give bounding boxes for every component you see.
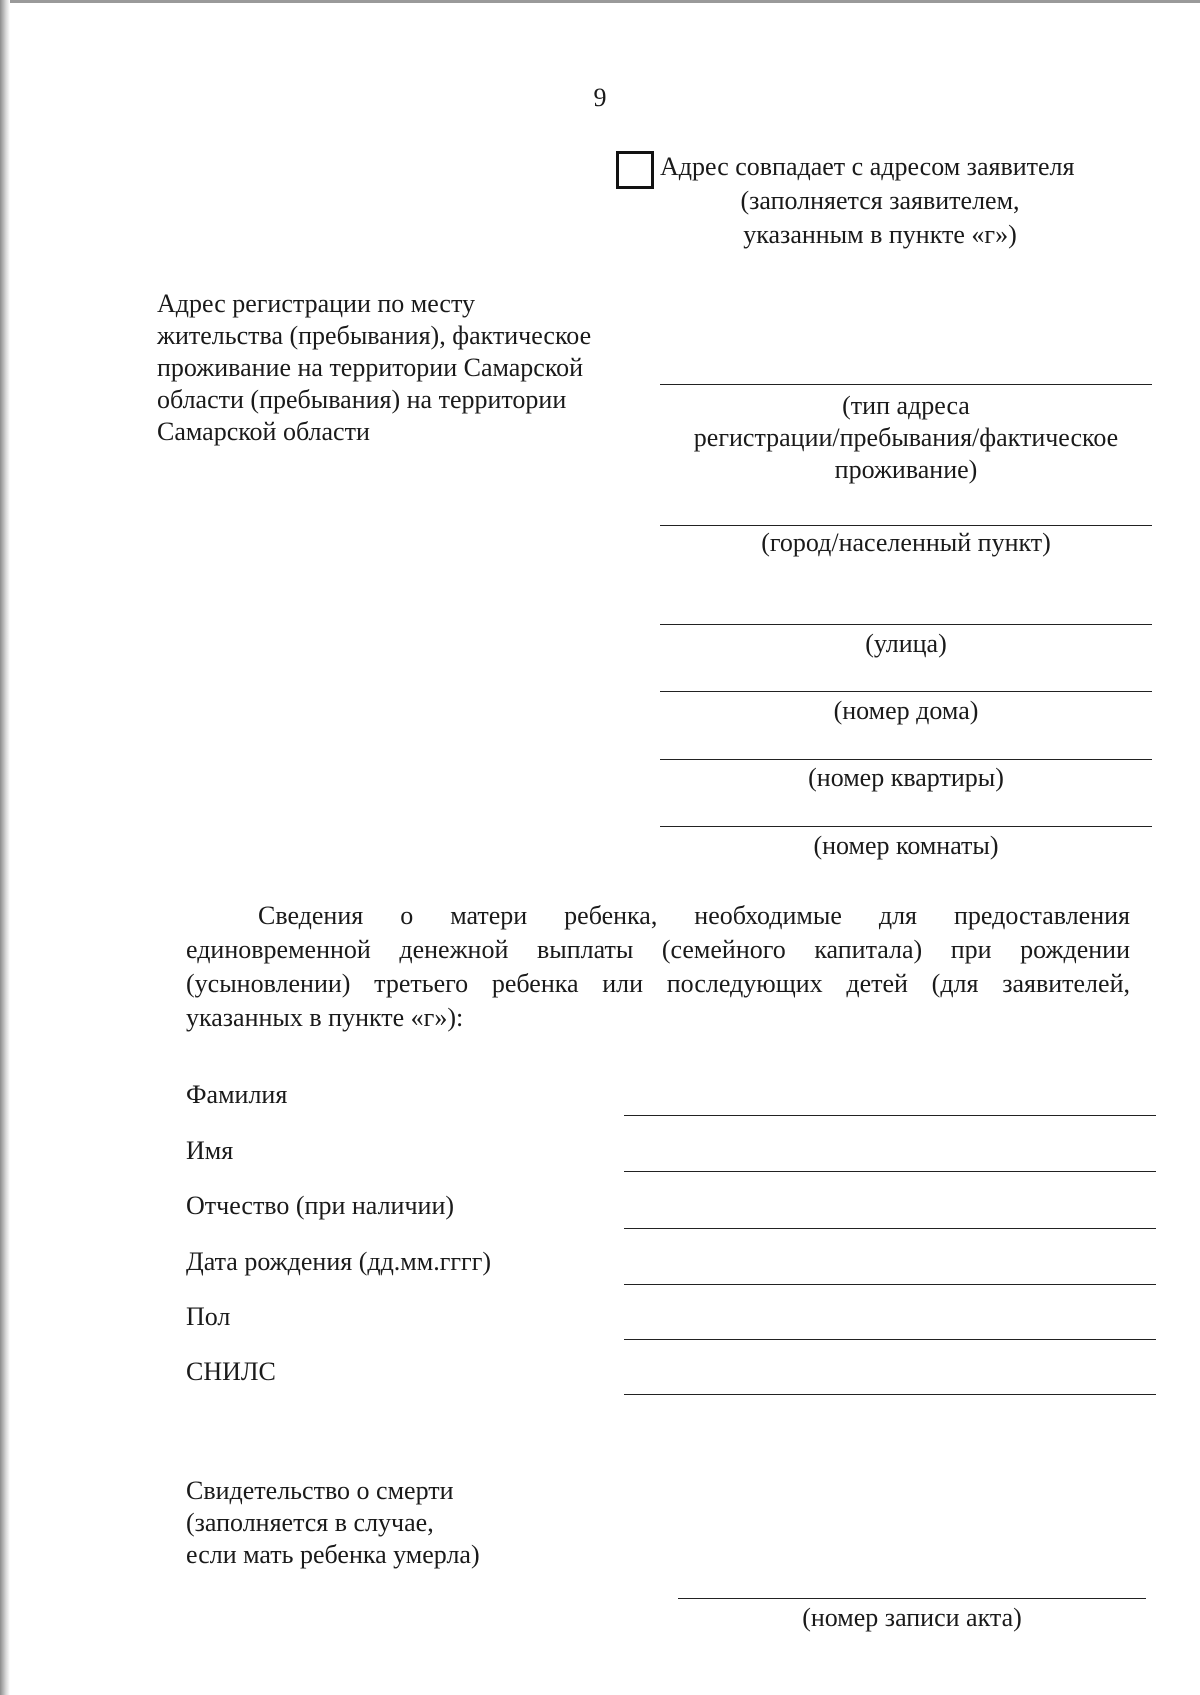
surname-label: Фамилия [186,1080,288,1109]
address-label [157,288,637,448]
address-label-line: Самарской области [157,417,370,446]
room-number-caption: (номер комнаты) [813,831,999,860]
record-number-field[interactable] [678,1598,1146,1599]
record-number-caption: (номер записи акта) [802,1603,1022,1632]
apartment-number-field[interactable] [660,759,1152,760]
mother-info-paragraph: Сведения о матери ребенка, необходимые для предоставления единовременной денежной выплаты (семейного капитала) при рождении (усыновлении) третьего ребенка или последующих детей (для заявителей, указанных в пункте «г»): [186,901,1130,1032]
same-address-note-1: (заполняется заявителем, [740,186,1020,215]
address-type-caption [660,390,1152,486]
house-number-caption: (номер дома) [833,696,979,725]
first-name-label: Имя [186,1136,234,1165]
same-address-label: Адрес совпадает с адресом заявителя [660,152,1075,181]
caption-line: (тип адреса [842,391,970,420]
gender-field[interactable] [624,1339,1156,1340]
street-caption: (улица) [865,629,947,658]
address-label-line: Адрес регистрации по месту [157,289,475,318]
apartment-number-caption: (номер квартиры) [808,763,1004,792]
snils-field[interactable] [624,1394,1156,1395]
caption-line: регистрации/пребывания/фактическое [693,423,1119,452]
room-number-field[interactable] [660,826,1152,827]
address-label-line: области (пребывания) на территории [157,385,567,414]
death-certificate-label-line: если мать ребенка умерла) [186,1540,480,1569]
death-certificate-label-line: (заполняется в случае, [186,1508,434,1537]
scan-edge-left [0,0,10,1695]
birth-date-field[interactable] [624,1284,1156,1285]
house-number-field[interactable] [660,691,1152,692]
address-type-field[interactable] [660,384,1152,385]
city-caption: (город/населенный пункт) [761,528,1051,557]
address-label-line: жительства (пребывания), фактическое [157,321,592,350]
same-address-note-2: указанным в пункте «г») [743,220,1017,249]
patronymic-label: Отчество (при наличии) [186,1191,455,1220]
birth-date-label: Дата рождения (дд.мм.гггг) [186,1247,492,1276]
same-address-checkbox[interactable] [616,151,654,189]
caption-line: проживание) [834,455,978,484]
street-field[interactable] [660,624,1152,625]
page-number: 9 [593,83,607,112]
snils-label: СНИЛС [186,1357,276,1386]
first-name-field[interactable] [624,1171,1156,1172]
patronymic-field[interactable] [624,1228,1156,1229]
gender-label: Пол [186,1302,231,1331]
death-certificate-label [186,1475,646,1571]
scan-edge-top [0,0,1200,3]
city-field[interactable] [660,525,1152,526]
death-certificate-label-line: Свидетельство о смерти [186,1476,454,1505]
surname-field[interactable] [624,1115,1156,1116]
address-label-line: проживание на территории Самарской [157,353,584,382]
